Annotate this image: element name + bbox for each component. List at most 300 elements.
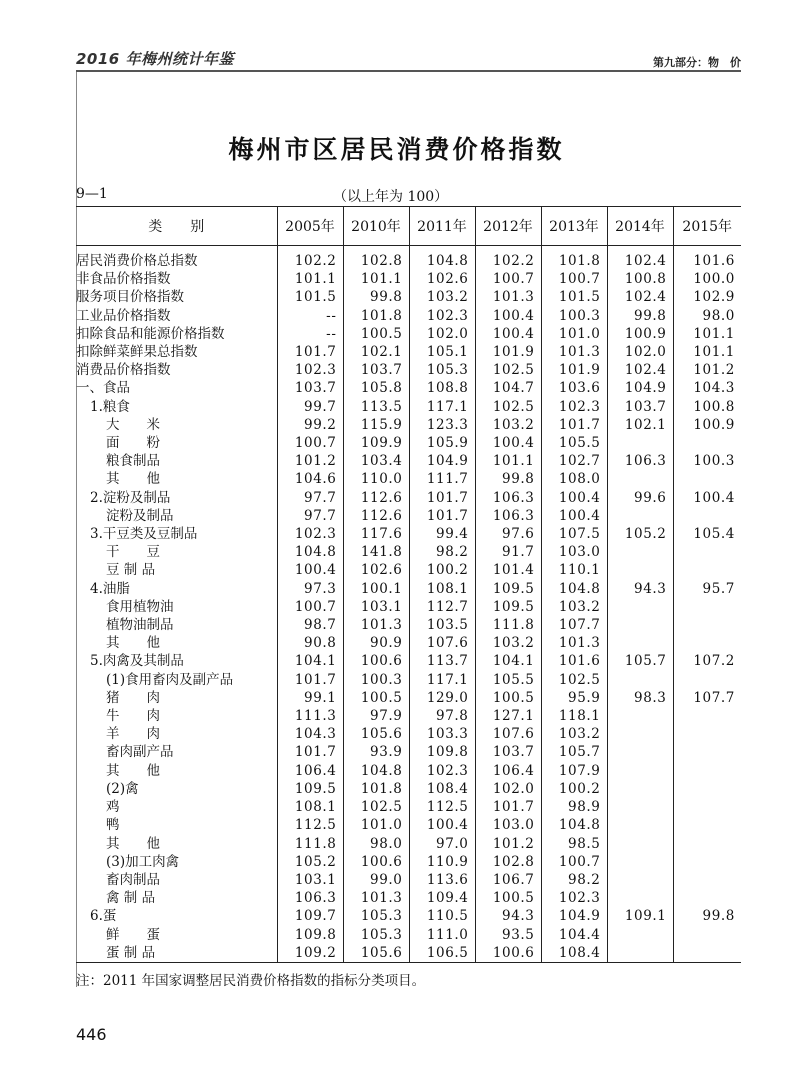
index-value-cell: 97.0 [409,835,475,853]
row-label: 粮食制品 [106,453,160,470]
index-value-cell: 101.6 [541,652,607,670]
index-value-cell: 98.7 [277,616,343,634]
index-value-cell: 107.7 [673,689,741,707]
index-value-cell: 106.3 [277,889,343,907]
index-value-cell: 100.4 [541,507,607,525]
index-value-cell: 101.3 [475,288,541,306]
index-value-cell: 102.7 [541,452,607,470]
table-row [76,507,741,525]
index-value-cell: 105.6 [343,725,409,743]
index-value-cell: 113.6 [409,871,475,889]
index-value-cell: 101.3 [541,343,607,361]
index-value-cell: 104.9 [409,452,475,470]
index-value-cell: 113.7 [409,652,475,670]
index-value-cell: 100.7 [541,853,607,871]
index-value-cell: 105.2 [607,525,673,543]
table-row [76,671,741,689]
row-label: 畜肉副产品 [106,744,174,761]
index-value-cell: 104.9 [607,379,673,397]
index-value-cell: 113.5 [343,398,409,416]
index-value-cell: 102.1 [607,416,673,434]
index-value-cell: 100.2 [541,780,607,798]
index-value-cell: 111.7 [409,470,475,488]
row-label: 扣除食品和能源价格指数 [76,325,225,342]
table-row [76,944,741,963]
index-value-cell: 98.2 [541,871,607,889]
index-value-cell: 141.8 [343,543,409,561]
index-value-cell: 99.8 [475,470,541,488]
index-value-cell: 102.8 [343,246,409,271]
index-value-cell: 100.7 [277,598,343,616]
index-value-cell: 108.4 [541,944,607,963]
index-value-cell: 99.2 [277,416,343,434]
index-value-cell: 102.6 [409,270,475,288]
index-value-cell: 99.4 [409,525,475,543]
table-row [76,889,741,907]
row-label: 鸭 [106,817,120,834]
index-value-cell: 109.9 [343,434,409,452]
index-value-cell [607,561,673,579]
index-value-cell: 97.8 [409,707,475,725]
row-label: 4.油脂 [90,580,130,597]
column-header-2012: 2012年 [475,207,541,246]
index-value-cell: 104.8 [409,246,475,271]
index-value-cell: 99.0 [343,871,409,889]
index-value-cell: 103.6 [541,379,607,397]
index-value-cell: 99.8 [343,288,409,306]
index-value-cell: 97.9 [343,707,409,725]
index-value-cell: 105.3 [343,907,409,925]
column-header-2013: 2013年 [541,207,607,246]
index-value-cell: 109.8 [409,743,475,761]
table-row [76,907,741,925]
index-value-cell: 107.6 [475,725,541,743]
row-label: 其 他 [106,471,160,488]
index-value-cell: 99.8 [673,907,741,925]
index-value-cell [607,871,673,889]
index-value-cell: 90.9 [343,634,409,652]
row-label: 2.淀粉及制品 [90,489,171,506]
index-value-cell [607,798,673,816]
index-value-cell: 100.4 [541,489,607,507]
index-value-cell: 105.8 [343,379,409,397]
row-label: 鲜 蛋 [106,926,160,943]
index-value-cell [673,835,741,853]
row-label: 3.干豆类及豆制品 [90,526,198,543]
index-value-cell: 101.0 [343,816,409,834]
index-value-cell: 103.0 [475,816,541,834]
index-value-cell [607,743,673,761]
row-label: (3)加工肉禽 [106,853,180,870]
index-value-cell: 91.7 [475,543,541,561]
index-value-cell: 105.1 [409,343,475,361]
row-label: 服务项目价格指数 [76,289,184,306]
index-value-cell: 101.7 [541,416,607,434]
index-value-cell: 100.4 [475,307,541,325]
row-label: 植物油制品 [106,617,174,634]
index-value-cell: 100.9 [607,325,673,343]
index-value-cell: 98.0 [673,307,741,325]
index-value-cell: 101.3 [541,634,607,652]
index-value-cell: 101.5 [541,288,607,306]
index-value-cell: 101.8 [541,246,607,271]
index-value-cell: 100.6 [343,652,409,670]
footnote: 注：2011 年国家调整居民消费价格指数的指标分类项目。 [76,973,426,989]
table-row [76,307,741,325]
index-value-cell: 101.3 [343,889,409,907]
row-label: 蛋 制 品 [76,944,277,963]
row-label: 畜肉制品 [106,871,160,888]
index-value-cell: 104.6 [277,470,343,488]
index-value-cell: 103.5 [409,616,475,634]
row-label: 居民消费价格总指数 [76,253,198,269]
index-value-cell: 100.5 [343,689,409,707]
index-value-cell: 105.3 [409,361,475,379]
yearbook-title: 2016 年梅州统计年鉴 [76,50,234,68]
index-value-cell: 99.7 [277,398,343,416]
table-row [76,343,741,361]
index-value-cell: 102.5 [541,671,607,689]
index-value-cell: 109.5 [277,780,343,798]
index-value-cell: 101.1 [673,325,741,343]
index-value-cell [673,671,741,689]
index-value-cell: 102.4 [607,246,673,271]
row-label: 一、食品 [76,380,130,397]
index-value-cell: 101.2 [475,835,541,853]
table-id: 9—1 [76,186,108,202]
index-value-cell: 106.5 [409,944,475,963]
index-value-cell [673,762,741,780]
index-value-cell: 104.3 [277,725,343,743]
row-label: 1.粮食 [90,398,130,415]
table-row [76,816,741,834]
index-value-cell: 111.0 [409,926,475,944]
index-value-cell [607,725,673,743]
table-row [76,452,741,470]
index-value-cell: 99.6 [607,489,673,507]
row-label: 禽 制 品 [106,890,156,907]
index-value-cell: 100.7 [475,270,541,288]
column-header-category: 类 别 [76,207,277,246]
index-value-cell: 107.2 [673,652,741,670]
index-value-cell [673,616,741,634]
index-value-cell: 101.1 [277,270,343,288]
table-row [76,416,741,434]
table-row [76,780,741,798]
index-value-cell: 102.2 [277,246,343,271]
index-value-cell: 101.8 [343,307,409,325]
index-value-cell: 108.0 [541,470,607,488]
index-value-cell: 105.5 [475,671,541,689]
index-value-cell [607,853,673,871]
index-value-cell [607,944,673,963]
index-value-cell: 105.6 [343,944,409,963]
index-value-cell [607,434,673,452]
index-value-cell: 102.5 [475,361,541,379]
row-label: 淀粉及制品 [106,507,174,524]
row-label: 扣除鲜菜鲜果总指数 [76,344,198,361]
table-row [76,325,741,343]
index-value-cell [607,543,673,561]
row-label: 非食品价格指数 [76,271,171,288]
index-value-cell: 105.2 [277,853,343,871]
index-value-cell: 110.1 [541,561,607,579]
row-label: 干 豆 [106,544,160,561]
index-value-cell [673,598,741,616]
index-value-cell: 105.9 [409,434,475,452]
row-label: 牛 肉 [106,708,160,725]
index-value-cell: 102.3 [409,307,475,325]
column-header-2005: 2005年 [277,207,343,246]
page-number: 446 [76,1025,107,1044]
table-row [76,379,741,397]
index-value-cell: 102.2 [475,246,541,271]
index-value-cell: 103.2 [475,634,541,652]
table-row [76,634,741,652]
table-row [76,434,741,452]
index-value-cell: 103.0 [541,543,607,561]
index-value-cell [607,835,673,853]
index-value-cell: 117.1 [409,398,475,416]
index-value-cell: 103.7 [475,743,541,761]
index-value-cell: 101.7 [277,343,343,361]
index-value-cell [673,853,741,871]
index-value-cell [607,598,673,616]
index-value-cell: 104.1 [475,652,541,670]
column-header-2010: 2010年 [343,207,409,246]
index-value-cell: 102.9 [673,288,741,306]
index-value-cell [607,926,673,944]
index-value-cell: 109.7 [277,907,343,925]
table-body [76,246,741,963]
index-value-cell: 93.9 [343,743,409,761]
index-value-cell: 100.2 [409,561,475,579]
index-value-cell: 103.7 [277,379,343,397]
index-value-cell [673,707,741,725]
index-value-cell [673,780,741,798]
row-label: 羊 肉 [106,726,160,743]
index-value-cell [673,434,741,452]
index-value-cell: 99.1 [277,689,343,707]
table-row [76,598,741,616]
index-value-cell: 100.4 [277,561,343,579]
index-value-cell: 105.7 [541,743,607,761]
index-value-cell [607,634,673,652]
index-value-cell: 106.3 [475,507,541,525]
index-value-cell: 110.0 [343,470,409,488]
index-value-cell: 101.3 [343,616,409,634]
row-label: (1)食用畜肉及副产品 [106,671,234,688]
table-row [76,246,741,271]
index-value-cell: 108.1 [277,798,343,816]
index-value-cell: 102.3 [541,398,607,416]
table-row [76,543,741,561]
index-value-cell: 100.4 [475,434,541,452]
index-value-cell: 104.8 [277,543,343,561]
row-label: 鸡 [106,799,120,816]
unit-note: （以上年为 100） [333,189,449,205]
index-value-cell: 97.7 [277,507,343,525]
index-value-cell: 97.3 [277,580,343,598]
column-header-2014: 2014年 [607,207,673,246]
index-value-cell [673,561,741,579]
index-value-cell: 101.2 [673,361,741,379]
table-row [76,361,741,379]
table-row [76,652,741,670]
index-value-cell: 100.6 [343,853,409,871]
index-value-cell: 101.0 [541,325,607,343]
row-label: 豆 制 品 [106,562,156,579]
index-value-cell: -- [277,325,343,343]
table-row [76,398,741,416]
index-value-cell: 103.2 [409,288,475,306]
index-value-cell: 104.7 [475,379,541,397]
index-value-cell: 101.6 [673,246,741,271]
table-row [76,489,741,507]
index-value-cell: 100.9 [673,416,741,434]
index-value-cell: 97.6 [475,525,541,543]
index-value-cell: 110.5 [409,907,475,925]
index-value-cell: 100.5 [475,689,541,707]
index-value-cell: 112.5 [277,816,343,834]
table-row [76,762,741,780]
index-value-cell: 102.4 [607,288,673,306]
table-row [76,561,741,579]
index-value-cell: 90.8 [277,634,343,652]
row-label: 消费品价格指数 [76,362,171,379]
row-label: 其 他 [106,835,160,852]
index-value-cell: 102.4 [607,361,673,379]
index-value-cell: 105.4 [673,525,741,543]
index-value-cell: 112.6 [343,507,409,525]
index-value-cell: 101.8 [343,780,409,798]
index-value-cell: 105.7 [607,652,673,670]
table-row [76,926,741,944]
row-label: 工业品价格指数 [76,307,171,324]
row-label: 大 米 [106,416,160,433]
index-value-cell [607,507,673,525]
table-row [76,725,741,743]
table-row [76,525,741,543]
index-value-cell: 104.3 [673,379,741,397]
table-row [76,798,741,816]
index-value-cell: 102.0 [409,325,475,343]
index-value-cell: 129.0 [409,689,475,707]
index-value-cell [673,944,741,963]
index-value-cell: 102.3 [541,889,607,907]
index-value-cell: 100.5 [475,889,541,907]
index-value-cell: 94.3 [607,580,673,598]
index-value-cell: 115.9 [343,416,409,434]
index-value-cell: 99.8 [607,307,673,325]
column-header-2011: 2011年 [409,207,475,246]
table-row [76,580,741,598]
index-value-cell: 100.4 [475,325,541,343]
index-value-cell: 105.3 [343,926,409,944]
index-value-cell [673,816,741,834]
row-label: 6.蛋 [90,908,117,925]
index-value-cell: 102.3 [277,525,343,543]
index-value-cell: 103.2 [541,725,607,743]
index-value-cell: 109.8 [277,926,343,944]
index-value-cell: -- [277,307,343,325]
index-value-cell: 101.1 [673,343,741,361]
index-value-cell: 110.9 [409,853,475,871]
index-value-cell: 95.9 [541,689,607,707]
index-value-cell: 106.3 [475,489,541,507]
table-row [76,270,741,288]
index-value-cell: 102.0 [607,343,673,361]
index-value-cell: 104.4 [541,926,607,944]
index-value-cell: 112.5 [409,798,475,816]
index-value-cell: 102.8 [475,853,541,871]
row-label: 其 他 [106,635,160,652]
index-value-cell: 100.3 [541,307,607,325]
index-value-cell: 112.6 [343,489,409,507]
index-value-cell: 98.2 [409,543,475,561]
index-value-cell [673,634,741,652]
index-value-cell: 100.8 [673,398,741,416]
index-value-cell: 101.9 [541,361,607,379]
index-value-cell [607,762,673,780]
index-value-cell: 102.1 [343,343,409,361]
index-value-cell [673,871,741,889]
index-value-cell [607,816,673,834]
index-value-cell: 104.1 [277,652,343,670]
index-value-cell: 101.1 [475,452,541,470]
index-value-cell: 106.4 [277,762,343,780]
index-value-cell: 108.8 [409,379,475,397]
index-value-cell: 101.9 [475,343,541,361]
index-value-cell: 100.3 [673,452,741,470]
index-value-cell: 101.7 [409,489,475,507]
index-value-cell [607,780,673,798]
index-value-cell: 103.1 [343,598,409,616]
index-value-cell: 101.1 [343,270,409,288]
index-value-cell [673,798,741,816]
table-row [76,853,741,871]
index-value-cell [673,743,741,761]
column-header-2015: 2015年 [673,207,741,246]
index-value-cell [673,926,741,944]
index-value-cell: 118.1 [541,707,607,725]
index-value-cell: 104.8 [343,762,409,780]
index-value-cell: 106.7 [475,871,541,889]
index-value-cell: 100.7 [277,434,343,452]
index-value-cell: 103.1 [277,871,343,889]
index-value-cell: 98.9 [541,798,607,816]
index-value-cell: 117.6 [343,525,409,543]
index-value-cell: 117.1 [409,671,475,689]
index-value-cell: 105.5 [541,434,607,452]
index-value-cell: 100.7 [541,270,607,288]
index-value-cell: 100.6 [475,944,541,963]
index-value-cell: 108.1 [409,580,475,598]
index-value-cell [607,707,673,725]
index-value-cell: 94.3 [475,907,541,925]
page-title: 梅州市区居民消费价格指数 [228,135,565,164]
index-value-cell: 109.4 [409,889,475,907]
index-value-cell: 95.7 [673,580,741,598]
index-value-cell: 107.6 [409,634,475,652]
table-row [76,470,741,488]
index-value-cell [673,507,741,525]
index-value-cell: 100.4 [673,489,741,507]
index-value-cell: 101.7 [277,743,343,761]
index-value-cell: 123.3 [409,416,475,434]
index-value-cell: 102.0 [475,780,541,798]
index-value-cell [673,725,741,743]
